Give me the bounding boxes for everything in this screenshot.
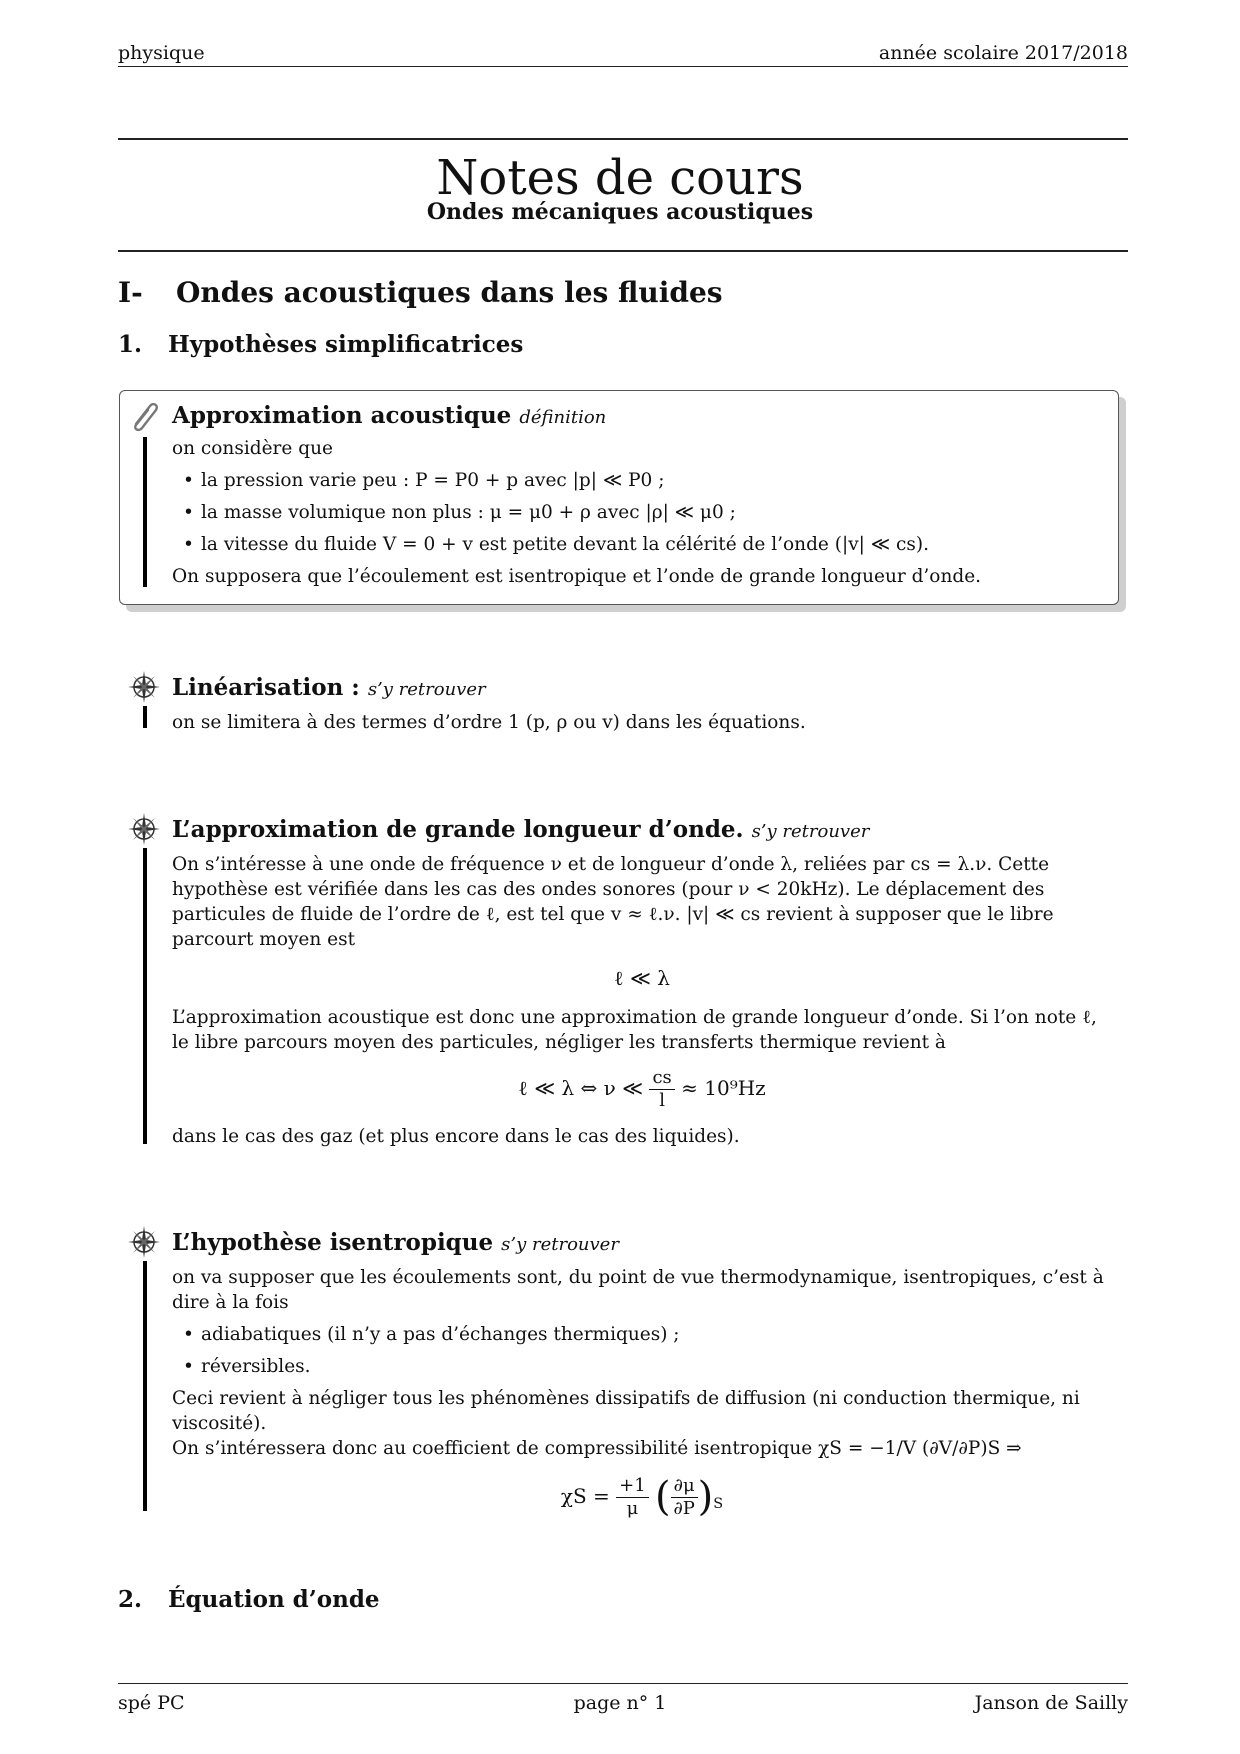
list-item: • réversibles. [172, 1354, 1112, 1379]
header-rule [118, 66, 1128, 67]
section-number: I- [118, 276, 143, 309]
isen-equation: χS = $\frac{+1}{\mu}$ ( $\frac{\partial\mu}{\partial P}$ )$_S$ [560, 1474, 724, 1520]
isen-paragraph-1: on va supposer que les écoulements sont, du point de vue thermodynamique, isentropiques, c’est à dire à la fois [172, 1267, 1104, 1313]
definition-title: Approximation acoustique définition [172, 402, 607, 429]
lin-text: on se limitera à des termes d’ordre 1 (p, ρ ou v) dans les équations. [172, 712, 806, 733]
gld-bar [143, 848, 147, 1144]
lin-bar [143, 706, 147, 728]
isen-paragraph-3: On s’intéressera donc au coefficient de compressibilité isentropique χS = −1/V (∂V/∂P)S ⇒ [172, 1438, 1022, 1459]
compass-icon [127, 1225, 161, 1263]
gld-tag: s’y retrouver [751, 821, 870, 842]
subsection-number: 1. [118, 331, 143, 358]
page-title: Notes de cours [436, 150, 804, 206]
header-right: année scolaire 2017/2018 [878, 42, 1128, 64]
gld-content [172, 852, 1112, 1149]
footer-rule [118, 1683, 1128, 1684]
list-item: • la vitesse du fluide V = 0 + v est petite devant la célérité de l’onde (|v| ≪ cs). [172, 532, 1112, 557]
list-item: • la pression varie peu : P = P0 + p avec |p| ≪ P0 ; [172, 468, 1112, 493]
footer-center: page n° 1 [573, 1692, 667, 1714]
paperclip-icon [124, 398, 164, 442]
gld-paragraph-3: dans le cas des gaz (et plus encore dans le cas des liquides). [172, 1126, 740, 1147]
title-rule-top [118, 138, 1128, 140]
gld-paragraph-2: L’approximation acoustique est donc une approximation de grande longueur d’onde. Si l’on note ℓ, le libre parcours moyen des particules, négliger les transferts thermique revient à [172, 1007, 1097, 1053]
gld-title: L’approximation de grande longueur d’onde. s’y retrouver [172, 816, 870, 843]
isen-paragraph-2: Ceci revient à négliger tous les phénomènes dissipatifs de diffusion (ni conduction thermique, ni viscosité). [172, 1388, 1080, 1434]
definition-intro: on considère que [172, 438, 333, 459]
gld-equation-1: ℓ ≪ λ [614, 966, 670, 990]
subsection-title: Équation d’onde [168, 1586, 380, 1613]
isen-content [172, 1265, 1112, 1520]
definition-bar [143, 437, 147, 587]
subsection-title: Hypothèses simplificatrices [168, 331, 524, 358]
page-subtitle: Ondes mécaniques acoustiques [426, 199, 814, 225]
compass-icon [127, 670, 161, 708]
list-item: • la masse volumique non plus : μ = μ0 + ρ avec |ρ| ≪ μ0 ; [172, 500, 1112, 525]
section-title: Ondes acoustiques dans les fluides [176, 276, 723, 309]
isen-title: L’hypothèse isentropique s’y retrouver [172, 1229, 619, 1256]
title-rule-bottom [118, 250, 1128, 252]
definition-tag: définition [519, 407, 607, 428]
definition-content [172, 436, 1112, 589]
footer-right: Janson de Sailly [974, 1692, 1128, 1714]
isen-bar [143, 1261, 147, 1511]
compass-icon [127, 812, 161, 850]
lin-title: Linéarisation : s’y retrouver [172, 674, 486, 701]
gld-equation-2: ℓ ≪ λ ⇔ ν ≪ $\frac{cs}{l}$ ≈ 10⁹Hz [518, 1067, 766, 1111]
footer-left: spé PC [118, 1692, 185, 1714]
isen-tag: s’y retrouver [501, 1234, 619, 1255]
list-item: • adiabatiques (il n’y a pas d’échanges thermiques) ; [172, 1322, 1112, 1347]
definition-outro: On supposera que l’écoulement est isentropique et l’onde de grande longueur d’onde. [172, 566, 982, 587]
gld-paragraph-1: On s’intéresse à une onde de fréquence ν et de longueur d’onde λ, reliées par cs = λ.ν. Cette hypothèse est vérifiée dans les cas des ondes sonores (pour ν < 20kHz). Le déplacement des particules de fluide de l’ordre de ℓ, est tel que v ≈ ℓ.ν. |v| ≪ cs revient à supposer que le libre parcourt moyen est [172, 854, 1054, 950]
lin-tag: s’y retrouver [367, 679, 486, 700]
header-left: physique [118, 42, 205, 64]
subsection-number: 2. [118, 1586, 143, 1613]
